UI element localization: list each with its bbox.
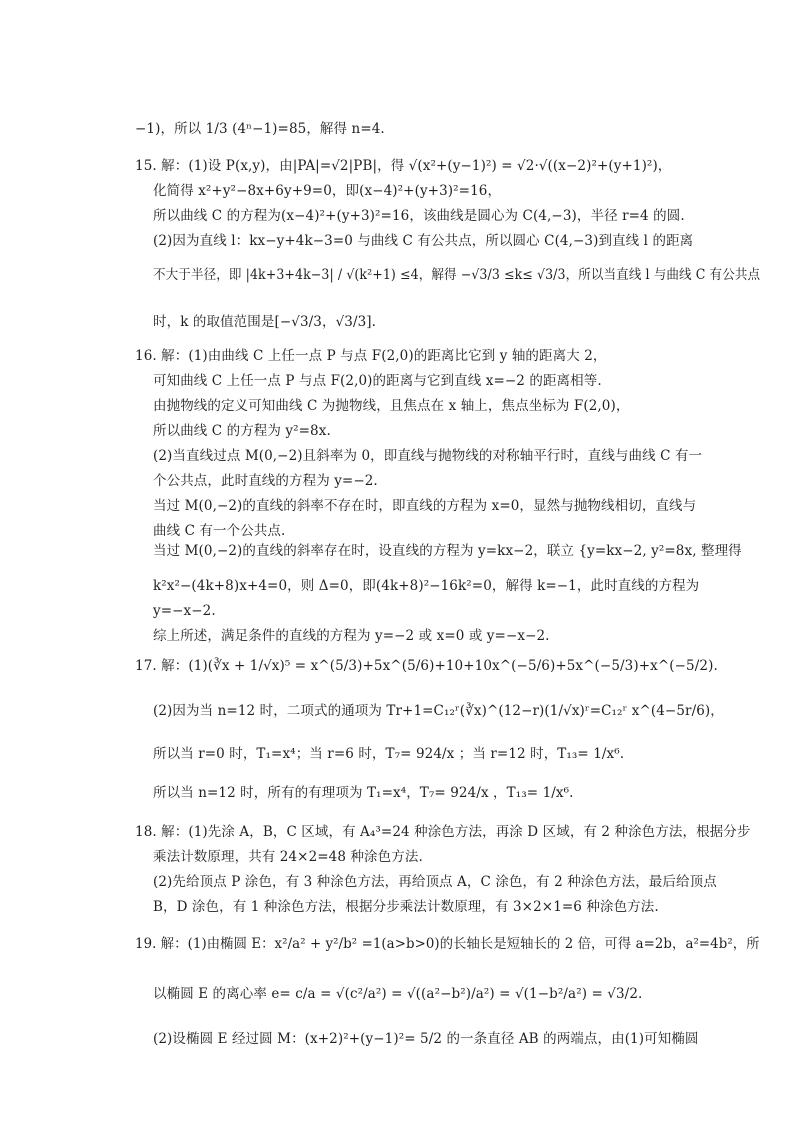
text-line: B，D 涂色，有 1 种涂色方法，根据分步乘法计数原理，有 3×2×1=6 种涂色方法.: [153, 899, 659, 915]
text-line: 由抛物线的定义可知曲线 C 为抛物线，且焦点在 x 轴上，焦点坐标为 F(2,0)，: [153, 398, 630, 414]
text-line: (2)先给顶点 P 涂色，有 3 种涂色方法，再给顶点 A，C 涂色，有 2 种涂色方法，最后给顶点: [153, 874, 717, 890]
text-line: −1)，所以 1/3 (4ⁿ−1)=85，解得 n=4.: [135, 121, 385, 137]
text-line: (2)因为直线 l：kx−y+4k−3=0 与曲线 C 有公共点，所以圆心 C(4,−3)到直线 l 的距离: [153, 233, 694, 249]
text-line: 综上所述，满足条件的直线的方程为 y=−2 或 x=0 或 y=−x−2.: [153, 628, 550, 644]
text-line: (2)因为当 n=12 时，二项式的通项为 Tr+1=C₁₂ʳ(∛x)^(12−r)(1/√x)ʳ=C₁₂ʳ x^(4−5r/6)，: [153, 703, 724, 719]
text-line: 不大于半径，即 |4k+3+4k−3| / √(k²+1) ≤4，解得 −√3/3 ≤k≤ √3/3，所以当直线 l 与曲线 C 有公共点: [153, 267, 761, 283]
text-line: 化简得 x²+y²−8x+6y+9=0，即(x−4)²+(y+3)²=16，: [153, 183, 502, 199]
text-line: 时，k 的取值范围是[−√3/3，√3/3].: [153, 314, 377, 330]
text-line: k²x²−(4k+8)x+4=0，则 Δ=0，即(4k+8)²−16k²=0，解得 k=−1，此时直线的方程为: [153, 578, 700, 594]
text-line: y=−x−2.: [153, 603, 216, 619]
text-line: 15. 解：(1)设 P(x,y)，由|PA|=√2|PB|，得 √(x²+(y−1)²) = √2·√((x−2)²+(y+1)²)，: [135, 158, 672, 174]
text-line: 曲线 C 有一个公共点.: [153, 523, 286, 539]
text-line: 当过 M(0,−2)的直线的斜率不存在时，即直线的方程为 x=0，显然与抛物线相切，直线与: [153, 498, 697, 514]
text-line: 当过 M(0,−2)的直线的斜率存在时，设直线的方程为 y=kx−2，联立 {y=kx−2, y²=8x, 整理得: [153, 543, 742, 559]
text-line: 18. 解：(1)先涂 A，B，C 区域，有 A₄³=24 种涂色方法，再涂 D 区域，有 2 种涂色方法，根据分步: [135, 824, 751, 840]
text-line: 所以曲线 C 的方程为(x−4)²+(y+3)²=16，该曲线是圆心为 C(4,−3)，半径 r=4 的圆.: [153, 208, 685, 224]
text-line: 19. 解：(1)由椭圆 E：x²/a² + y²/b² =1(a>b>0)的长轴长是短轴长的 2 倍，可得 a=2b，a²=4b²，所: [135, 936, 760, 952]
text-line: 所以当 n=12 时，所有的有理项为 T₁=x⁴，T₇= 924/x ，T₁₃= 1/x⁶.: [153, 785, 574, 801]
text-line: 16. 解：(1)由曲线 C 上任一点 P 与点 F(2,0)的距离比它到 y 轴的距离大 2，: [135, 348, 607, 364]
text-line: 可知曲线 C 上任一点 P 与点 F(2,0)的距离与它到直线 x=−2 的距离相等.: [153, 373, 602, 389]
text-line: 以椭圆 E 的离心率 e= c/a = √(c²/a²) = √((a²−b²)/a²) = √(1−b²/a²) = √3/2.: [153, 986, 643, 1002]
text-line: 乘法计数原理，共有 24×2=48 种涂色方法.: [153, 849, 423, 865]
text-line: 个公共点，此时直线的方程为 y=−2.: [153, 473, 378, 489]
text-line: 17. 解：(1)(∛x + 1/√x)⁵ = x^(5/3)+5x^(5/6)+10+10x^(−5/6)+5x^(−5/3)+x^(−5/2).: [135, 658, 718, 674]
text-line: 所以当 r=0 时，T₁=x⁴；当 r=6 时，T₇= 924/x ；当 r=12 时，T₁₃= 1/x⁶.: [153, 746, 625, 762]
text-line: (2)当直线过点 M(0,−2)且斜率为 0，即直线与抛物线的对称轴平行时，直线与曲线 C 有一: [153, 448, 703, 464]
text-line: (2)设椭圆 E 经过圆 M：(x+2)²+(y−1)²= 5/2 的一条直径 AB 的两端点，由(1)可知椭圆: [153, 1031, 699, 1047]
text-line: 所以曲线 C 的方程为 y²=8x.: [153, 423, 331, 439]
